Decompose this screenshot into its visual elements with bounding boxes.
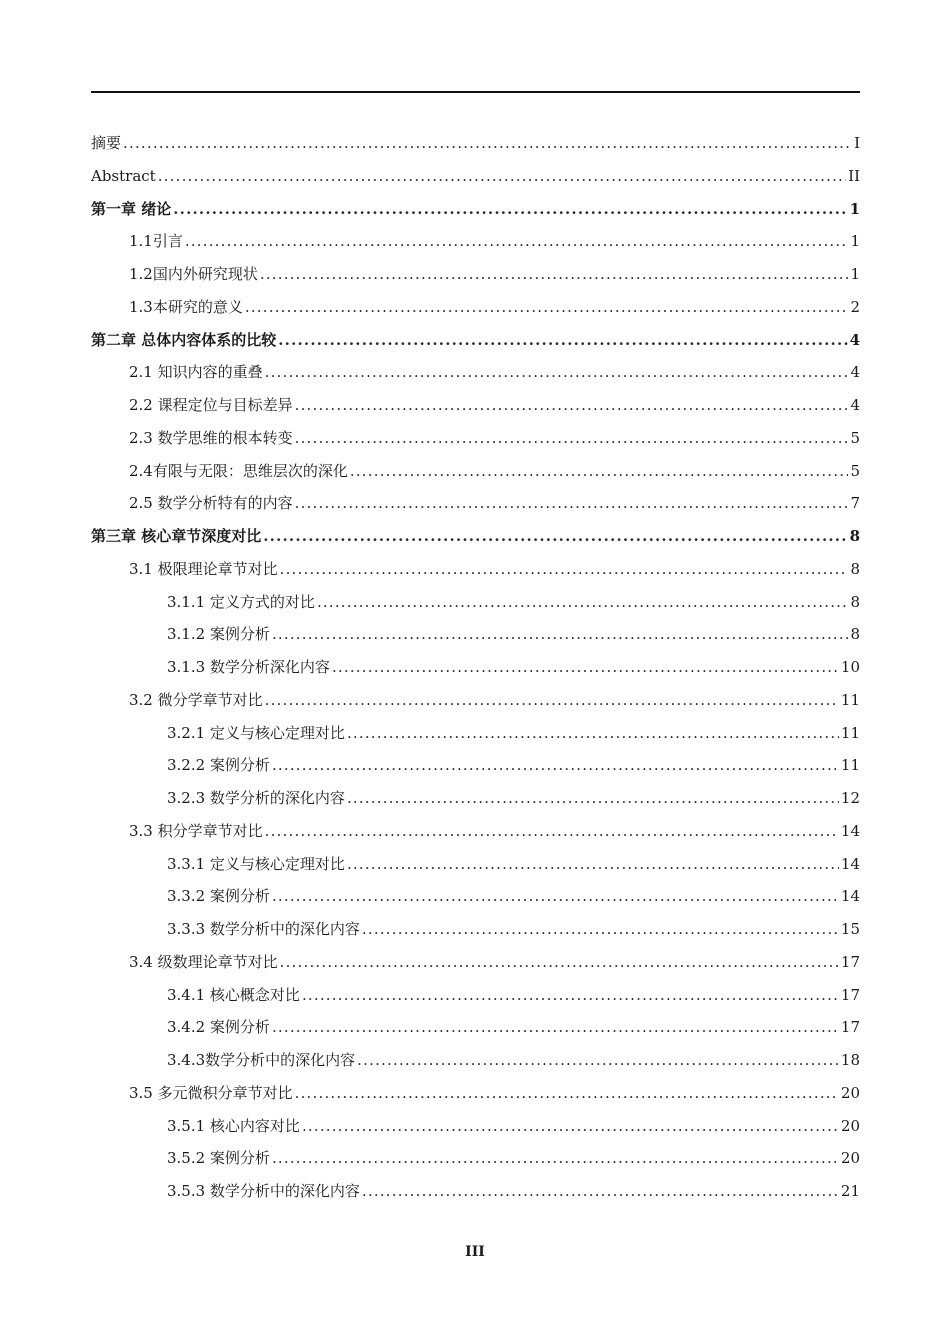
- toc-dot-leader: [272, 618, 849, 651]
- toc-dot-leader: [272, 1011, 839, 1044]
- toc-entry[interactable]: [91, 586, 860, 619]
- toc-entry-label: 2.3 数学思维的根本转变: [129, 428, 293, 447]
- toc-dot-leader: [347, 782, 839, 815]
- toc-entry-label: 摘要: [91, 134, 122, 152]
- toc-entry[interactable]: [91, 815, 860, 848]
- toc-entry[interactable]: [91, 1044, 860, 1077]
- toc-entry-page: 11: [840, 690, 860, 709]
- toc-entry-label: 3.1 极限理论章节对比: [129, 559, 278, 578]
- toc-entry-page: 21: [840, 1182, 860, 1200]
- toc-entry[interactable]: [91, 880, 860, 913]
- toc-dot-leader: [332, 651, 839, 684]
- toc-entry[interactable]: [91, 225, 860, 258]
- toc-entry-label: 3.2.1 定义与核心定理对比: [167, 723, 345, 742]
- toc-entry-page: 14: [840, 821, 860, 840]
- toc-entry-page: 1: [849, 199, 860, 218]
- toc-entry-page: 1: [850, 232, 860, 251]
- toc-entry[interactable]: [91, 979, 860, 1012]
- toc-entry-page: II: [848, 166, 860, 185]
- toc-entry[interactable]: [91, 324, 860, 357]
- toc-entry-page: 1: [850, 265, 860, 283]
- toc-dot-leader: [280, 946, 839, 979]
- toc-entry-page: 17: [840, 985, 860, 1004]
- toc-entry-label: 3.4.2 案例分析: [167, 1018, 270, 1037]
- toc-dot-leader: [357, 1044, 839, 1077]
- toc-dot-leader: [158, 160, 846, 193]
- toc-entry-page: 5: [850, 428, 860, 447]
- toc-entry[interactable]: [91, 160, 860, 193]
- toc-entry[interactable]: [91, 520, 860, 553]
- toc-entry[interactable]: [91, 258, 860, 291]
- toc-entry-label: 3.3 积分学章节对比: [129, 821, 263, 840]
- toc-entry-label: 3.2.2 案例分析: [167, 756, 270, 775]
- toc-entry-page: 4: [850, 396, 860, 414]
- toc-entry-page: 10: [840, 658, 860, 676]
- toc-dot-leader: [272, 880, 839, 913]
- toc-entry[interactable]: [91, 1077, 860, 1110]
- toc-entry-page: 4: [850, 363, 860, 382]
- toc-dot-leader: [265, 356, 849, 389]
- toc-entry-page: 20: [840, 1083, 860, 1102]
- toc-entry-page: 4: [849, 330, 860, 349]
- toc-entry[interactable]: [91, 684, 860, 717]
- toc-entry[interactable]: [91, 913, 860, 946]
- toc-dot-leader: [265, 684, 839, 717]
- toc-entry-page: 14: [840, 887, 860, 906]
- toc-entry-page: 17: [840, 1018, 860, 1037]
- toc-entry[interactable]: [91, 717, 860, 750]
- toc-entry-page: 18: [840, 1051, 860, 1069]
- toc-dot-leader: [185, 225, 849, 258]
- toc-dot-leader: [278, 324, 847, 357]
- toc-entry[interactable]: [91, 1110, 860, 1143]
- toc-dot-leader: [362, 1175, 839, 1208]
- toc-entry[interactable]: [91, 651, 860, 684]
- toc-entry-label: 第三章 核心章节深度对比: [91, 527, 262, 545]
- toc-entry[interactable]: [91, 749, 860, 782]
- toc-dot-leader: [317, 586, 849, 619]
- toc-entry-label: 3.2 微分学章节对比: [129, 690, 263, 709]
- toc-entry-label: Abstract: [91, 166, 156, 185]
- toc-entry-page: 8: [850, 625, 860, 644]
- toc-entry[interactable]: [91, 487, 860, 520]
- toc-entry-label: 2.4有限与无限：思维层次的深化: [129, 461, 348, 480]
- toc-entry-label: 2.5 数学分析特有的内容: [129, 494, 293, 513]
- toc-dot-leader: [295, 389, 849, 422]
- toc-entry-page: 15: [840, 920, 860, 938]
- toc-dot-leader: [280, 553, 849, 586]
- toc-entry[interactable]: [91, 1142, 860, 1175]
- toc-entry-page: 7: [850, 494, 860, 513]
- toc-entry-label: 3.4.1 核心概念对比: [167, 985, 300, 1004]
- toc-entry-page: 11: [840, 723, 860, 742]
- toc-dot-leader: [272, 749, 839, 782]
- toc-dot-leader: [265, 815, 839, 848]
- toc-entry[interactable]: [91, 848, 860, 881]
- toc-entry-label: 3.1.3 数学分析深化内容: [167, 658, 330, 676]
- toc-dot-leader: [263, 520, 847, 553]
- toc-dot-leader: [302, 1110, 839, 1143]
- toc-entry-page: 2: [850, 297, 860, 316]
- toc-entry-label: 3.4 级数理论章节对比: [129, 952, 278, 971]
- toc-entry-page: 8: [850, 592, 860, 611]
- toc-entry-label: 2.1 知识内容的重叠: [129, 363, 263, 382]
- toc-entry[interactable]: [91, 618, 860, 651]
- toc-entry-page: 8: [850, 559, 860, 578]
- toc-entry[interactable]: [91, 782, 860, 815]
- toc-dot-leader: [362, 913, 839, 946]
- toc-entry-label: 2.2 课程定位与目标差异: [129, 396, 293, 414]
- toc-entry-label: 3.3.3 数学分析中的深化内容: [167, 920, 360, 938]
- toc-dot-leader: [295, 1077, 839, 1110]
- toc-dot-leader: [245, 291, 849, 324]
- toc-entry-page: 12: [840, 789, 860, 807]
- toc-entry-label: 3.4.3数学分析中的深化内容: [167, 1051, 356, 1069]
- toc-dot-leader: [347, 717, 839, 750]
- toc-dot-leader: [260, 258, 849, 291]
- toc-entry-label: 1.3本研究的意义: [129, 297, 243, 316]
- toc-entry[interactable]: [91, 193, 860, 226]
- toc-entry[interactable]: [91, 291, 860, 324]
- header-rule: [91, 91, 860, 93]
- toc-entry-label: 3.3.1 定义与核心定理对比: [167, 854, 345, 873]
- page-number: III: [465, 1244, 485, 1260]
- toc-entry[interactable]: [91, 553, 860, 586]
- toc-entry[interactable]: [91, 1175, 860, 1208]
- toc-dot-leader: [295, 487, 849, 520]
- toc-dot-leader: [302, 979, 839, 1012]
- toc-entry-label: 1.2国内外研究现状: [129, 265, 258, 283]
- toc-entry-label: 3.2.3 数学分析的深化内容: [167, 789, 345, 807]
- toc-entry-label: 3.5.2 案例分析: [167, 1149, 270, 1168]
- toc-entry[interactable]: [91, 455, 860, 488]
- toc-entry-label: 3.3.2 案例分析: [167, 887, 270, 906]
- toc-entry-label: 3.5.1 核心内容对比: [167, 1116, 300, 1135]
- toc-dot-leader: [173, 193, 847, 226]
- toc-entry-page: I: [854, 134, 860, 152]
- toc-entry-page: 11: [840, 756, 860, 775]
- toc-entry[interactable]: [91, 946, 860, 979]
- toc-entry[interactable]: [91, 127, 860, 160]
- toc-entry[interactable]: [91, 422, 860, 455]
- toc-entry-label: 第二章 总体内容体系的比较: [91, 330, 277, 349]
- toc-entry-label: 3.5.3 数学分析中的深化内容: [167, 1182, 360, 1200]
- toc-entry[interactable]: [91, 356, 860, 389]
- toc-entry-page: 20: [840, 1149, 860, 1168]
- toc-entry-page: 17: [840, 952, 860, 971]
- toc-dot-leader: [350, 455, 849, 488]
- toc-entry-label: 3.1.1 定义方式的对比: [167, 592, 315, 611]
- toc-entry-label: 第一章 绪论: [91, 199, 172, 218]
- toc-entry[interactable]: [91, 1011, 860, 1044]
- toc-entry-label: 3.5 多元微积分章节对比: [129, 1083, 293, 1102]
- toc-dot-leader: [123, 127, 850, 160]
- toc-entry-page: 20: [840, 1116, 860, 1135]
- toc-entry-page: 14: [840, 854, 860, 873]
- toc-entry-label: 1.1引言: [129, 232, 183, 251]
- table-of-contents: [91, 127, 860, 1208]
- toc-entry-page: 5: [850, 461, 860, 480]
- toc-entry-page: 8: [849, 527, 860, 545]
- toc-dot-leader: [347, 848, 839, 881]
- toc-dot-leader: [295, 422, 849, 455]
- toc-entry-label: 3.1.2 案例分析: [167, 625, 270, 644]
- toc-dot-leader: [272, 1142, 839, 1175]
- toc-entry[interactable]: [91, 389, 860, 422]
